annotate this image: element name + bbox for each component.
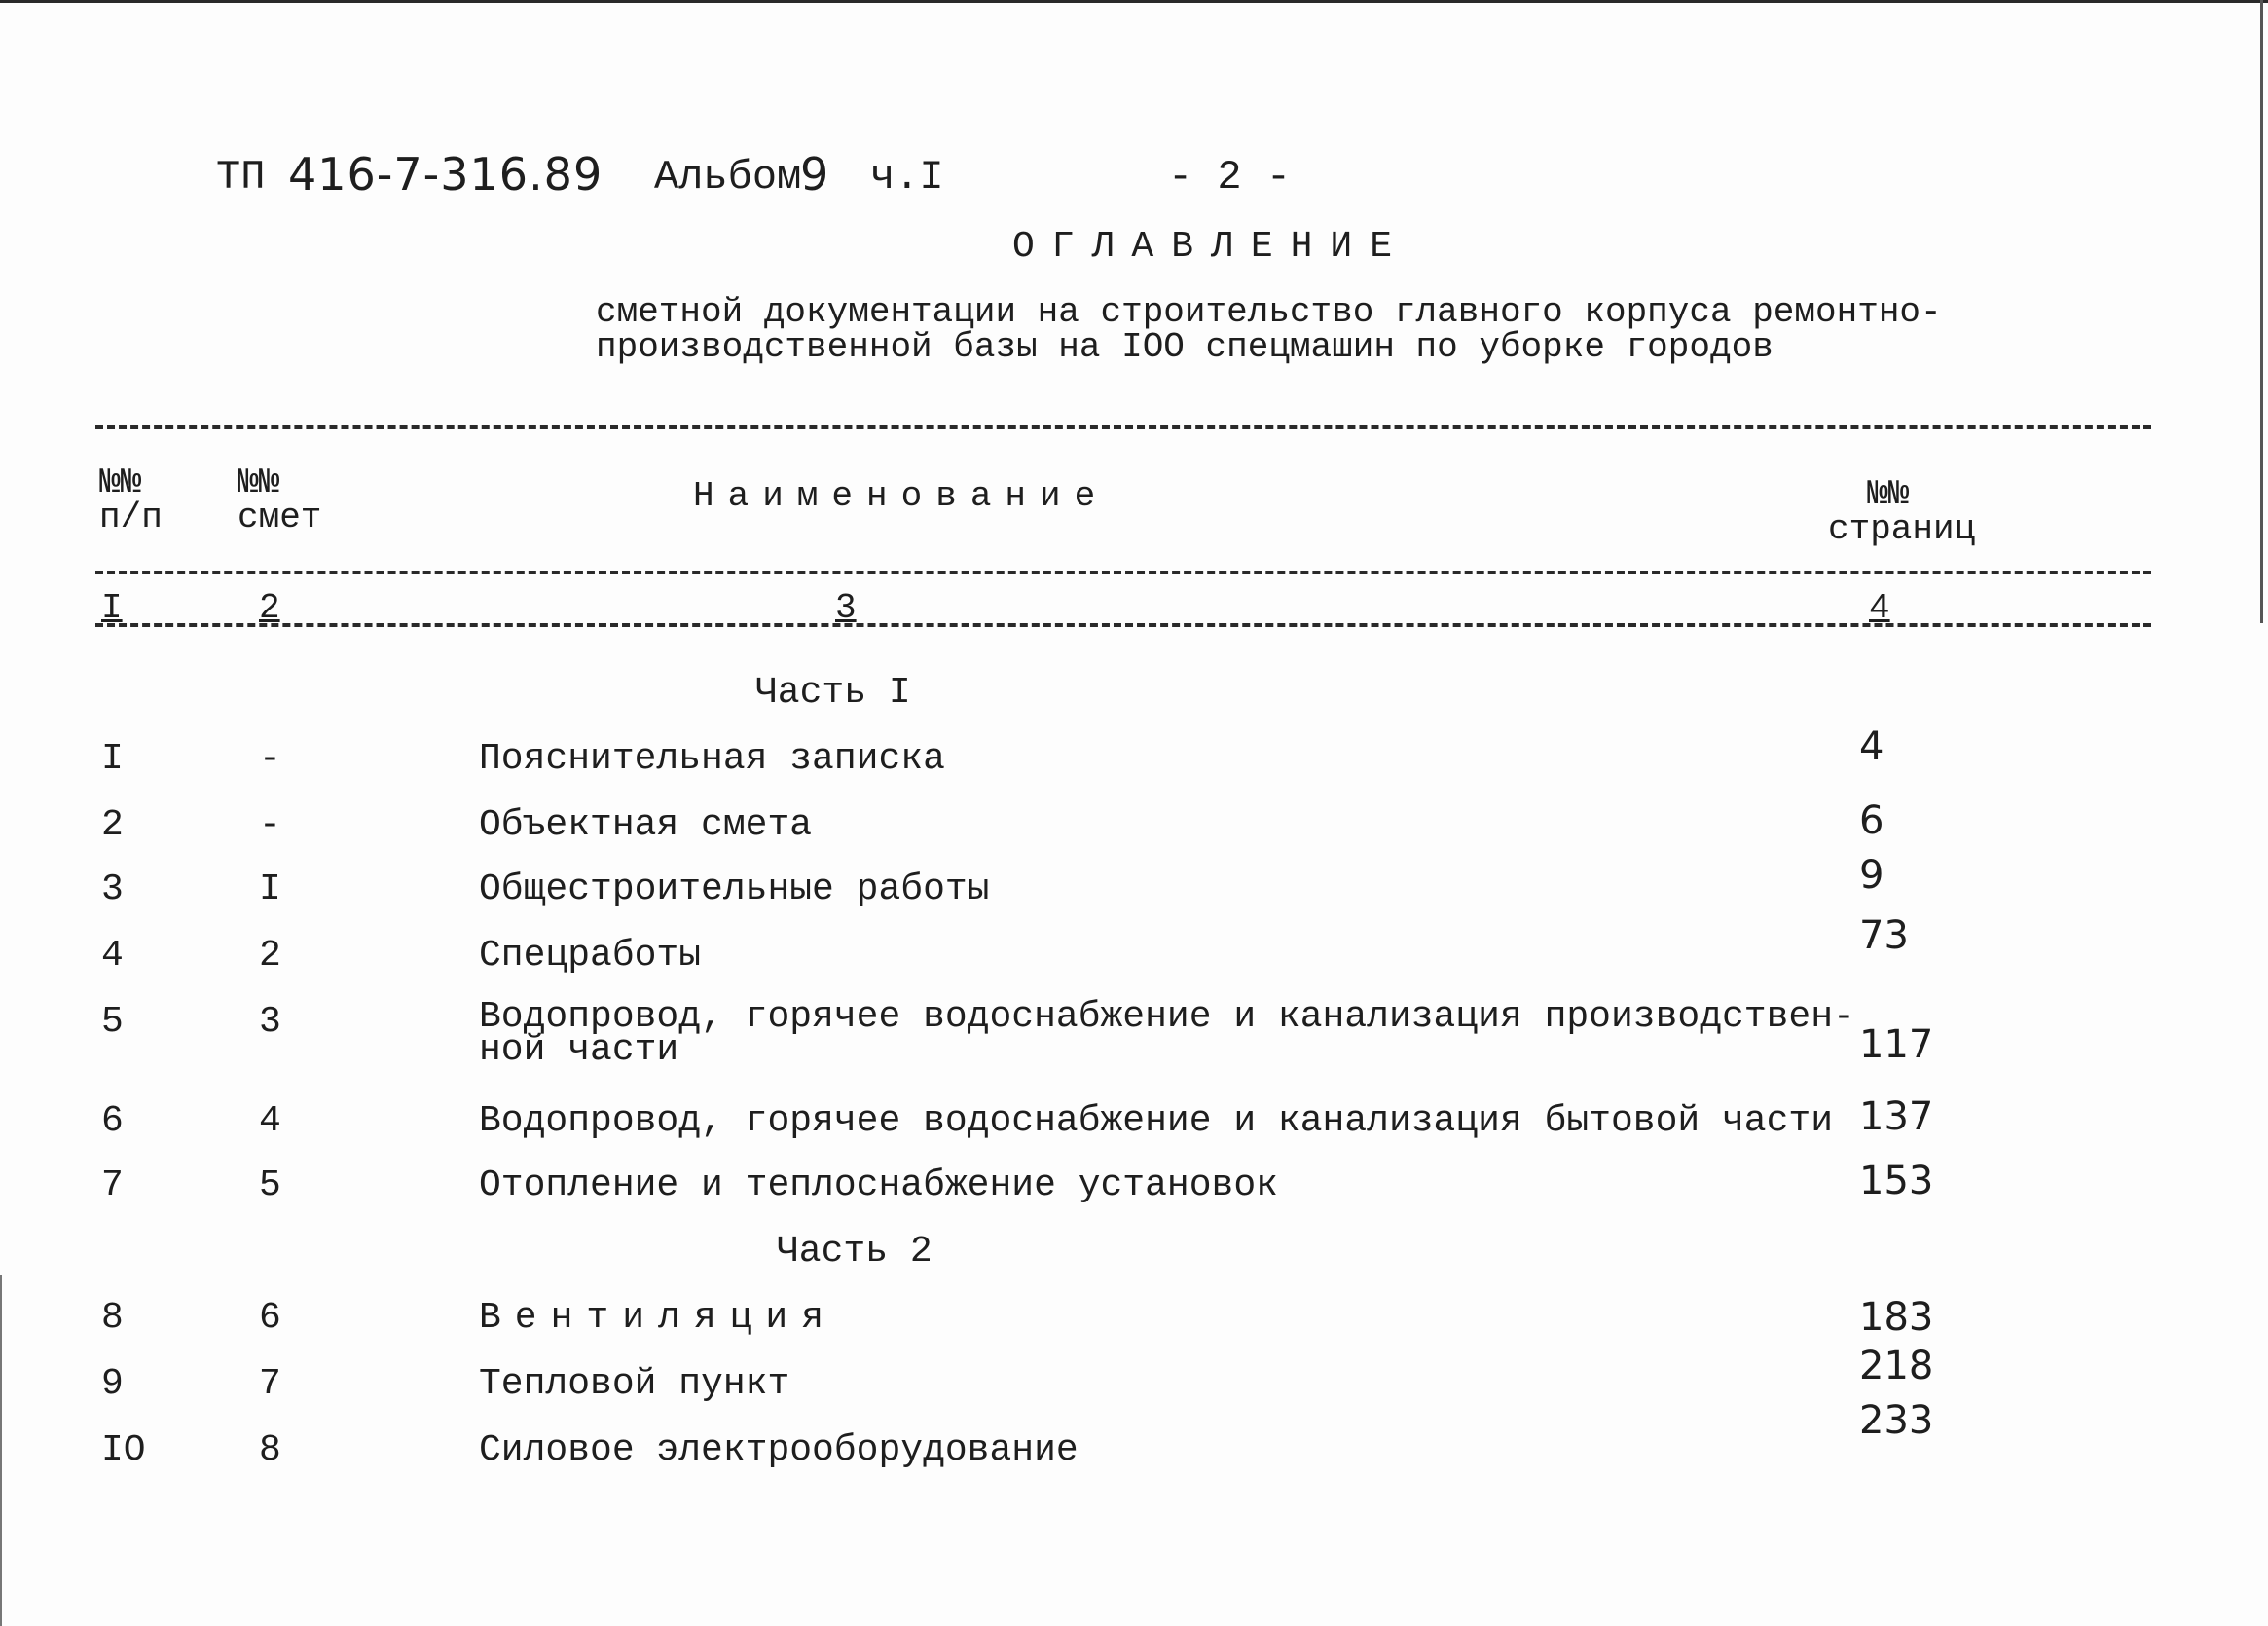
subtitle-line-2: производственной базы на IОО спецмашин по уборке городов bbox=[596, 327, 1774, 367]
row-page: 73 bbox=[1859, 913, 1909, 958]
row-index: I bbox=[101, 738, 124, 780]
section-title-part-2: Часть 2 bbox=[777, 1231, 933, 1273]
doc-code: ТП bbox=[216, 154, 266, 201]
row-page: 137 bbox=[1859, 1094, 1934, 1139]
row-estimate: 4 bbox=[259, 1100, 281, 1142]
row-page: 183 bbox=[1859, 1295, 1934, 1340]
row-estimate: 8 bbox=[259, 1429, 281, 1471]
col-header-estimate-line1: №№ bbox=[238, 462, 280, 502]
album-label: Альбом bbox=[654, 154, 802, 201]
col-header-name: Наименование bbox=[693, 476, 1110, 516]
col-header-idx-line1: №№ bbox=[99, 462, 142, 502]
row-index: 3 bbox=[101, 868, 124, 910]
page-marker: - 2 - bbox=[1168, 154, 1292, 201]
col-header-estimate bbox=[238, 462, 322, 537]
row-name: Тепловой пункт bbox=[479, 1363, 790, 1405]
row-estimate: 6 bbox=[259, 1297, 281, 1339]
row-estimate: - bbox=[259, 804, 281, 846]
row-name: Общестроительные работы bbox=[479, 868, 990, 910]
table-row bbox=[0, 1398, 2268, 1476]
row-estimate: 7 bbox=[259, 1363, 281, 1405]
right-border-line bbox=[2260, 0, 2263, 623]
row-index: IО bbox=[101, 1429, 146, 1471]
col-header-idx bbox=[99, 462, 163, 537]
table-row bbox=[0, 853, 2268, 915]
col-header-pages-line2: страниц bbox=[1828, 509, 1976, 549]
row-page: 233 bbox=[1859, 1398, 1934, 1443]
row-index: 7 bbox=[101, 1164, 124, 1206]
row-estimate: 2 bbox=[259, 935, 281, 977]
row-page: 153 bbox=[1859, 1159, 1934, 1203]
row-name-continuation: ной части bbox=[479, 1029, 679, 1071]
col-header-pages-line1: №№ bbox=[1867, 474, 1910, 514]
table-row bbox=[0, 798, 2268, 851]
column-number-4: 4 bbox=[1869, 588, 1890, 628]
row-name: Отопление и теплоснабжение установок bbox=[479, 1164, 1278, 1206]
table-top-rule bbox=[95, 425, 2151, 429]
row-name: Пояснительная записка bbox=[479, 738, 945, 780]
column-number-2: 2 bbox=[259, 588, 280, 628]
row-page: 218 bbox=[1859, 1344, 1934, 1388]
row-page: 117 bbox=[1859, 1022, 1934, 1067]
table-row bbox=[0, 913, 2268, 981]
table-row bbox=[0, 724, 2268, 785]
row-name: Водопровод, горячее водоснабжение и канализация бытовой части bbox=[479, 1100, 1834, 1142]
row-estimate: 3 bbox=[259, 1001, 281, 1043]
column-number-1: I bbox=[101, 588, 123, 628]
table-row bbox=[0, 1297, 2268, 1344]
subtitle-line-1: сметной документации на строительство главного корпуса ремонтно- bbox=[596, 292, 1942, 332]
album-number: 9 bbox=[800, 148, 830, 201]
column-number-3: 3 bbox=[835, 588, 857, 628]
row-name: Вентиляция bbox=[479, 1297, 838, 1339]
row-page: 4 bbox=[1859, 724, 1884, 769]
row-index: 5 bbox=[101, 1001, 124, 1043]
table-row bbox=[0, 996, 2268, 1083]
page-title: ОГЛАВЛЕНИЕ bbox=[1012, 226, 1410, 268]
row-page: 6 bbox=[1859, 798, 1884, 843]
row-index: 9 bbox=[101, 1363, 124, 1405]
row-estimate: - bbox=[259, 738, 281, 780]
row-page: 9 bbox=[1859, 853, 1884, 898]
col-header-idx-line2: п/п bbox=[99, 498, 163, 537]
row-index: 6 bbox=[101, 1100, 124, 1142]
col-header-estimate-line2: смет bbox=[238, 498, 322, 537]
row-estimate: I bbox=[259, 868, 281, 910]
row-name: Объектная смета bbox=[479, 804, 813, 846]
row-estimate: 5 bbox=[259, 1164, 281, 1206]
part-label: ч.I bbox=[870, 154, 944, 201]
row-index: 4 bbox=[101, 935, 124, 977]
row-name: Водопровод, горячее водоснабжение и канализация производствен- bbox=[479, 996, 1855, 1038]
table-row bbox=[0, 1159, 2268, 1211]
row-name: Силовое электрооборудование bbox=[479, 1429, 1079, 1471]
table-header-rule bbox=[95, 571, 2151, 574]
row-index: 8 bbox=[101, 1297, 124, 1339]
section-title-part-1: Часть I bbox=[755, 672, 911, 714]
col-header-pages bbox=[1828, 474, 1976, 549]
top-border-line bbox=[0, 0, 2268, 3]
row-index: 2 bbox=[101, 804, 124, 846]
row-name: Спецработы bbox=[479, 935, 702, 977]
column-number-rule bbox=[95, 623, 2151, 627]
table-row bbox=[0, 1094, 2268, 1147]
project-number: 416-7-316.89 bbox=[288, 148, 604, 201]
